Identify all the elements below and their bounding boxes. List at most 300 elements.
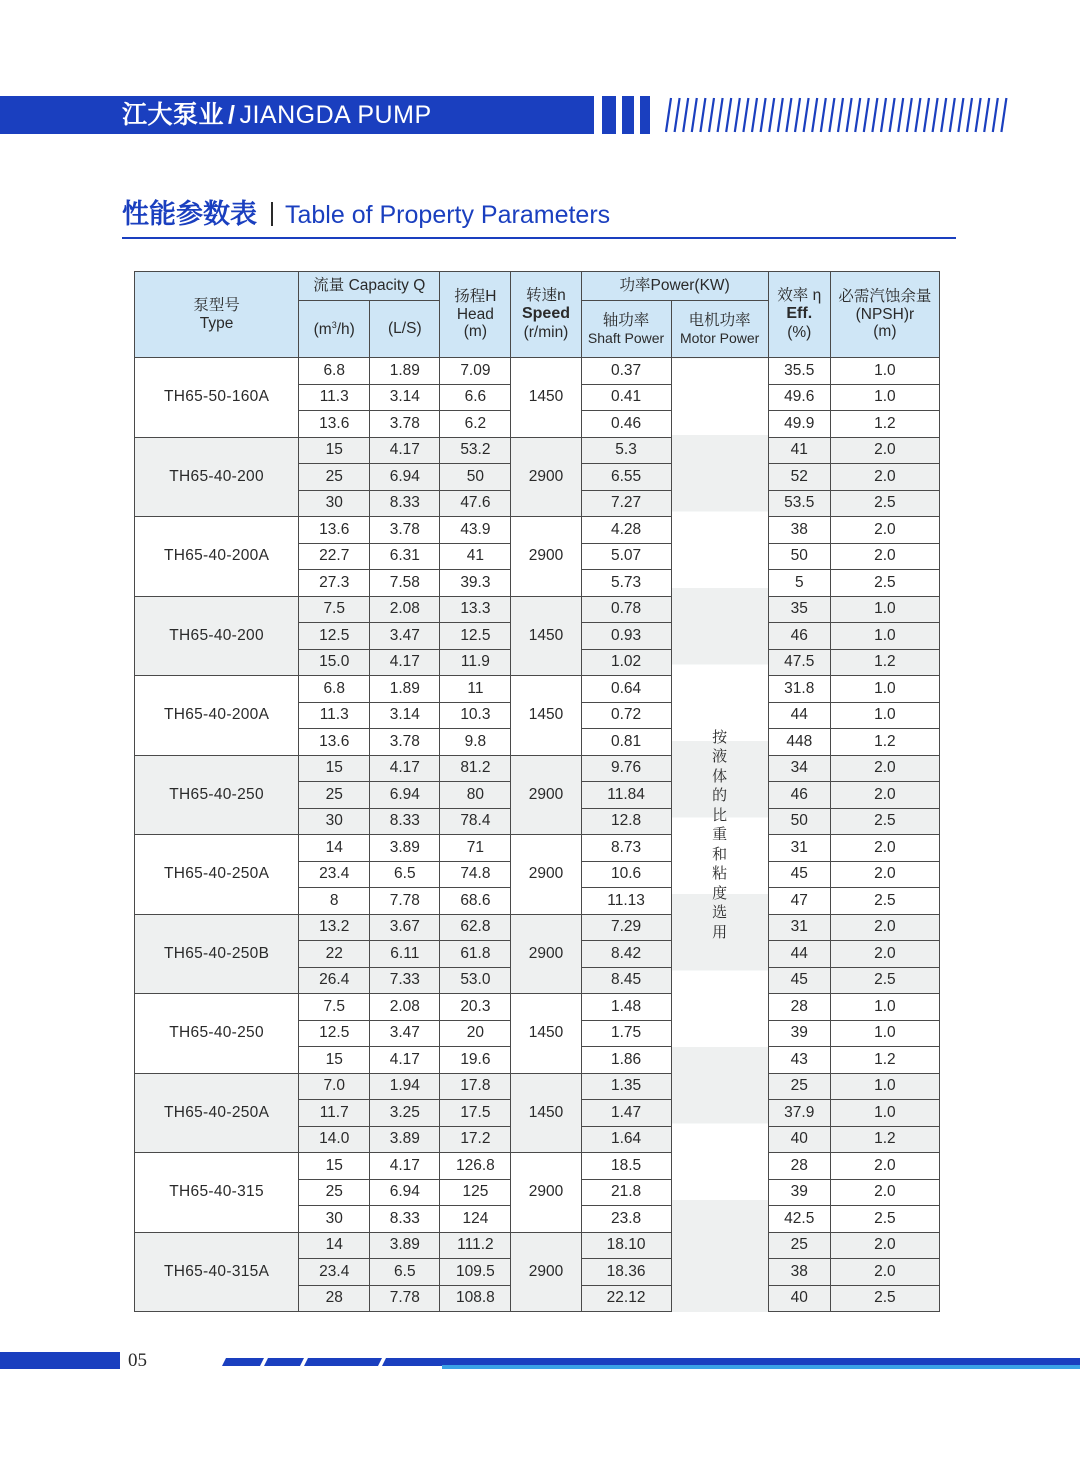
- table-row: [135, 517, 940, 544]
- capacity-m3h-cell: 15.0: [299, 649, 370, 676]
- capacity-ls-cell: 8.33: [370, 808, 440, 835]
- capacity-m3h-cell: 11.3: [299, 384, 370, 411]
- capacity-ls-cell: 3.47: [370, 1020, 440, 1047]
- capacity-ls-cell: 4.17: [370, 437, 440, 464]
- motor-power-note-cell: [671, 358, 768, 1312]
- head-cell: 109.5: [440, 1259, 511, 1286]
- stripe-line: [812, 98, 817, 132]
- capacity-m3h-cell: 30: [299, 1206, 370, 1233]
- npsh-cell: 2.0: [830, 941, 939, 968]
- model-cell: TH65-40-200: [135, 437, 299, 517]
- shaft-power-cell: 18.5: [581, 1153, 671, 1180]
- stripe-line: [958, 98, 963, 132]
- capacity-ls-cell: 6.94: [370, 782, 440, 809]
- stripe-line: [872, 98, 877, 132]
- property-table: [134, 271, 940, 1312]
- capacity-ls-cell: 3.14: [370, 702, 440, 729]
- npsh-cell: 2.5: [830, 1206, 939, 1233]
- head-cell: 43.9: [440, 517, 511, 544]
- header-m3h-post: /h): [336, 320, 355, 338]
- header-m3h-sup: 3: [331, 319, 337, 330]
- header-shaft-en: Shaft Power: [587, 329, 665, 346]
- stripe-line: [752, 98, 757, 132]
- capacity-m3h-cell: 30: [299, 808, 370, 835]
- shaft-power-cell: 4.28: [581, 517, 671, 544]
- npsh-cell: 1.0: [830, 384, 939, 411]
- header-eff-zh: 效率 η: [777, 287, 822, 305]
- stripe-line: [675, 98, 680, 132]
- shaft-power-cell: 11.13: [581, 888, 671, 915]
- stripe-line: [735, 98, 740, 132]
- header-head: [440, 272, 511, 358]
- header-head-en: Head: [456, 305, 494, 323]
- capacity-m3h-cell: 15: [299, 1153, 370, 1180]
- table-row: [135, 994, 940, 1021]
- head-cell: 17.5: [440, 1100, 511, 1127]
- capacity-ls-cell: 3.89: [370, 835, 440, 862]
- capacity-ls-cell: 4.17: [370, 1153, 440, 1180]
- head-cell: 41: [440, 543, 511, 570]
- table-body: [135, 358, 940, 1312]
- capacity-ls-cell: 3.67: [370, 914, 440, 941]
- header-npsh-unit: (m): [873, 323, 897, 341]
- footer-bar: [0, 1352, 120, 1369]
- stripe-line: [821, 98, 826, 132]
- stripe-line: [761, 98, 766, 132]
- npsh-cell: 1.0: [830, 623, 939, 650]
- shaft-power-cell: 7.29: [581, 914, 671, 941]
- shaft-power-cell: 0.46: [581, 411, 671, 438]
- capacity-m3h-cell: 15: [299, 437, 370, 464]
- speed-cell: 2900: [511, 517, 581, 597]
- stripe-line: [864, 98, 869, 132]
- head-cell: 53.0: [440, 967, 511, 994]
- capacity-ls-cell: 7.33: [370, 967, 440, 994]
- npsh-cell: 2.5: [830, 490, 939, 517]
- stripe-line: [924, 98, 929, 132]
- head-cell: 108.8: [440, 1285, 511, 1312]
- capacity-ls-cell: 6.94: [370, 464, 440, 491]
- npsh-cell: 1.0: [830, 596, 939, 623]
- header-stripes: [664, 96, 1008, 134]
- capacity-ls-cell: 4.17: [370, 1047, 440, 1074]
- shaft-power-cell: 0.93: [581, 623, 671, 650]
- efficiency-cell: 53.5: [768, 490, 830, 517]
- capacity-m3h-cell: 22.7: [299, 543, 370, 570]
- footer-decoration: [222, 1356, 1080, 1370]
- head-cell: 17.2: [440, 1126, 511, 1153]
- head-cell: 20.3: [440, 994, 511, 1021]
- brand-slash: /: [228, 101, 236, 129]
- capacity-ls-cell: 2.08: [370, 596, 440, 623]
- npsh-cell: 2.5: [830, 808, 939, 835]
- header-speed-unit: (r/min): [523, 323, 569, 341]
- shaft-power-cell: 23.8: [581, 1206, 671, 1233]
- capacity-m3h-cell: 26.4: [299, 967, 370, 994]
- head-cell: 6.2: [440, 411, 511, 438]
- capacity-ls-cell: 6.5: [370, 861, 440, 888]
- shaft-power-cell: 21.8: [581, 1179, 671, 1206]
- efficiency-cell: 47: [768, 888, 830, 915]
- capacity-ls-cell: 7.58: [370, 570, 440, 597]
- head-cell: 62.8: [440, 914, 511, 941]
- efficiency-cell: 40: [768, 1126, 830, 1153]
- capacity-m3h-cell: 15: [299, 755, 370, 782]
- stripe-line: [855, 98, 860, 132]
- npsh-cell: 2.5: [830, 888, 939, 915]
- shaft-power-cell: 0.78: [581, 596, 671, 623]
- shaft-power-cell: 8.73: [581, 835, 671, 862]
- capacity-m3h-cell: 25: [299, 1179, 370, 1206]
- capacity-m3h-cell: 12.5: [299, 623, 370, 650]
- efficiency-cell: 45: [768, 967, 830, 994]
- capacity-m3h-cell: 14: [299, 835, 370, 862]
- npsh-cell: 1.0: [830, 702, 939, 729]
- capacity-ls-cell: 4.17: [370, 755, 440, 782]
- shaft-power-cell: 10.6: [581, 861, 671, 888]
- efficiency-cell: 43: [768, 1047, 830, 1074]
- stripe-line: [950, 98, 955, 132]
- efficiency-cell: 38: [768, 517, 830, 544]
- npsh-cell: 2.0: [830, 1153, 939, 1180]
- stripe-line: [718, 98, 723, 132]
- head-cell: 124: [440, 1206, 511, 1233]
- shaft-power-cell: 0.41: [581, 384, 671, 411]
- stripe-line: [786, 98, 791, 132]
- stripe-line: [683, 98, 688, 132]
- npsh-cell: 2.0: [830, 464, 939, 491]
- table-row: [135, 1232, 940, 1259]
- capacity-ls-cell: 4.17: [370, 649, 440, 676]
- capacity-m3h-cell: 14.0: [299, 1126, 370, 1153]
- head-cell: 20: [440, 1020, 511, 1047]
- efficiency-cell: 34: [768, 755, 830, 782]
- npsh-cell: 1.2: [830, 1126, 939, 1153]
- header-bar-3: [640, 96, 650, 134]
- shaft-power-cell: 0.72: [581, 702, 671, 729]
- npsh-cell: 1.0: [830, 994, 939, 1021]
- speed-cell: 1450: [511, 596, 581, 676]
- shaft-power-cell: 12.8: [581, 808, 671, 835]
- capacity-m3h-cell: 11.7: [299, 1100, 370, 1127]
- header-bar-2: [622, 96, 634, 134]
- capacity-ls-cell: 7.78: [370, 1285, 440, 1312]
- capacity-ls-cell: 3.89: [370, 1232, 440, 1259]
- header-shaft-power: [581, 301, 671, 358]
- stripe-line: [700, 98, 705, 132]
- capacity-ls-cell: 6.94: [370, 1179, 440, 1206]
- shaft-power-cell: 7.27: [581, 490, 671, 517]
- efficiency-cell: 52: [768, 464, 830, 491]
- capacity-m3h-cell: 13.6: [299, 411, 370, 438]
- model-cell: TH65-40-250: [135, 755, 299, 835]
- head-cell: 12.5: [440, 623, 511, 650]
- capacity-ls-cell: 3.78: [370, 729, 440, 756]
- speed-cell: 2900: [511, 1153, 581, 1233]
- stripe-line: [881, 98, 886, 132]
- capacity-m3h-cell: 12.5: [299, 1020, 370, 1047]
- table-row: [135, 358, 940, 385]
- stripe-line: [709, 98, 714, 132]
- efficiency-cell: 38: [768, 1259, 830, 1286]
- head-cell: 50: [440, 464, 511, 491]
- head-cell: 17.8: [440, 1073, 511, 1100]
- shaft-power-cell: 6.55: [581, 464, 671, 491]
- efficiency-cell: 31.8: [768, 676, 830, 703]
- header-m3h-pre: (m: [313, 320, 332, 338]
- speed-cell: 2900: [511, 1232, 581, 1312]
- table-row: [135, 437, 940, 464]
- efficiency-cell: 46: [768, 623, 830, 650]
- shaft-power-cell: 11.84: [581, 782, 671, 809]
- npsh-cell: 2.0: [830, 437, 939, 464]
- head-cell: 6.6: [440, 384, 511, 411]
- stripe-line: [993, 98, 998, 132]
- stripe-line: [907, 98, 912, 132]
- capacity-ls-cell: 8.33: [370, 1206, 440, 1233]
- header-bar-1: [602, 96, 616, 134]
- efficiency-cell: 5: [768, 570, 830, 597]
- capacity-ls-cell: 6.5: [370, 1259, 440, 1286]
- head-cell: 68.6: [440, 888, 511, 915]
- npsh-cell: 1.0: [830, 1020, 939, 1047]
- npsh-cell: 2.0: [830, 861, 939, 888]
- efficiency-cell: 39: [768, 1179, 830, 1206]
- efficiency-cell: 25: [768, 1073, 830, 1100]
- efficiency-cell: 44: [768, 702, 830, 729]
- capacity-ls-cell: 7.78: [370, 888, 440, 915]
- stripe-line: [1001, 98, 1006, 132]
- stripe-line: [769, 98, 774, 132]
- head-cell: 13.3: [440, 596, 511, 623]
- capacity-m3h-cell: 7.0: [299, 1073, 370, 1100]
- header-power: 功率Power(KW): [581, 272, 768, 301]
- speed-cell: 1450: [511, 676, 581, 756]
- shaft-power-cell: 9.76: [581, 755, 671, 782]
- efficiency-cell: 46: [768, 782, 830, 809]
- npsh-cell: 2.0: [830, 517, 939, 544]
- npsh-cell: 2.0: [830, 782, 939, 809]
- header-capacity: 流量 Capacity Q: [299, 272, 440, 301]
- npsh-cell: 2.0: [830, 914, 939, 941]
- capacity-ls-cell: 2.08: [370, 994, 440, 1021]
- brand-title: [122, 98, 432, 132]
- table-row: [135, 1153, 940, 1180]
- table-row: [135, 755, 940, 782]
- stripe-line: [933, 98, 938, 132]
- header-motor-en: Motor Power: [679, 329, 760, 346]
- table-row: [135, 1073, 940, 1100]
- npsh-cell: 2.0: [830, 1179, 939, 1206]
- shaft-power-cell: 8.45: [581, 967, 671, 994]
- speed-cell: 2900: [511, 437, 581, 517]
- stripe-line: [778, 98, 783, 132]
- shaft-power-cell: 1.75: [581, 1020, 671, 1047]
- shaft-power-cell: 1.48: [581, 994, 671, 1021]
- table-row: [135, 914, 940, 941]
- npsh-cell: 1.0: [830, 1100, 939, 1127]
- npsh-cell: 1.2: [830, 1047, 939, 1074]
- head-cell: 19.6: [440, 1047, 511, 1074]
- shaft-power-cell: 18.10: [581, 1232, 671, 1259]
- stripe-line: [804, 98, 809, 132]
- model-cell: TH65-50-160A: [135, 358, 299, 438]
- capacity-ls-cell: 3.78: [370, 411, 440, 438]
- npsh-cell: 2.5: [830, 570, 939, 597]
- capacity-ls-cell: 6.31: [370, 543, 440, 570]
- model-cell: TH65-40-200A: [135, 676, 299, 756]
- stripe-line: [726, 98, 731, 132]
- head-cell: 81.2: [440, 755, 511, 782]
- header-npsh-en: (NPSH)r: [855, 305, 915, 323]
- header-ls: (L/S): [370, 301, 440, 358]
- efficiency-cell: 41: [768, 437, 830, 464]
- header-head-zh: 扬程H: [454, 287, 497, 305]
- stripe-line: [898, 98, 903, 132]
- head-cell: 74.8: [440, 861, 511, 888]
- capacity-m3h-cell: 27.3: [299, 570, 370, 597]
- stripe-line: [692, 98, 697, 132]
- page-number: 05: [128, 1350, 147, 1371]
- header-speed: [511, 272, 581, 358]
- table-row: [135, 676, 940, 703]
- efficiency-cell: 28: [768, 1153, 830, 1180]
- head-cell: 10.3: [440, 702, 511, 729]
- shaft-power-cell: 5.07: [581, 543, 671, 570]
- head-cell: 71: [440, 835, 511, 862]
- stripe-line: [941, 98, 946, 132]
- stripe-line: [967, 98, 972, 132]
- shaft-power-cell: 0.64: [581, 676, 671, 703]
- head-cell: 111.2: [440, 1232, 511, 1259]
- table-header: [135, 272, 940, 358]
- head-cell: 53.2: [440, 437, 511, 464]
- stripe-line: [890, 98, 895, 132]
- head-cell: 125: [440, 1179, 511, 1206]
- model-cell: TH65-40-200A: [135, 517, 299, 597]
- capacity-ls-cell: 1.89: [370, 358, 440, 385]
- model-cell: TH65-40-250A: [135, 1073, 299, 1153]
- capacity-ls-cell: 3.78: [370, 517, 440, 544]
- header-motor-power: [671, 301, 768, 358]
- efficiency-cell: 42.5: [768, 1206, 830, 1233]
- efficiency-cell: 44: [768, 941, 830, 968]
- model-cell: TH65-40-250A: [135, 835, 299, 915]
- shaft-power-cell: 1.02: [581, 649, 671, 676]
- table-row: [135, 835, 940, 862]
- stripe-line: [976, 98, 981, 132]
- header-speed-zh: 转速n: [526, 287, 566, 305]
- model-cell: TH65-40-315: [135, 1153, 299, 1233]
- npsh-cell: 2.0: [830, 1232, 939, 1259]
- efficiency-cell: 39: [768, 1020, 830, 1047]
- head-cell: 11: [440, 676, 511, 703]
- capacity-m3h-cell: 15: [299, 1047, 370, 1074]
- speed-cell: 2900: [511, 755, 581, 835]
- capacity-m3h-cell: 28: [299, 1285, 370, 1312]
- capacity-m3h-cell: 25: [299, 464, 370, 491]
- capacity-m3h-cell: 30: [299, 490, 370, 517]
- header-npsh: [830, 272, 939, 358]
- header-eff: [768, 272, 830, 358]
- capacity-m3h-cell: 23.4: [299, 861, 370, 888]
- capacity-ls-cell: 3.47: [370, 623, 440, 650]
- capacity-m3h-cell: 7.5: [299, 596, 370, 623]
- efficiency-cell: 40: [768, 1285, 830, 1312]
- model-cell: TH65-40-250: [135, 994, 299, 1074]
- shaft-power-cell: 18.36: [581, 1259, 671, 1286]
- capacity-m3h-cell: 8: [299, 888, 370, 915]
- header-head-unit: (m): [463, 323, 488, 341]
- title-separator: [271, 202, 273, 226]
- shaft-power-cell: 5.73: [581, 570, 671, 597]
- speed-cell: 1450: [511, 358, 581, 438]
- npsh-cell: 2.0: [830, 543, 939, 570]
- efficiency-cell: 448: [768, 729, 830, 756]
- model-cell: TH65-40-250B: [135, 914, 299, 994]
- efficiency-cell: 35: [768, 596, 830, 623]
- brand-name-zh: 江大泵业: [122, 101, 225, 129]
- capacity-m3h-cell: 13.6: [299, 517, 370, 544]
- shaft-power-cell: 1.64: [581, 1126, 671, 1153]
- head-cell: 39.3: [440, 570, 511, 597]
- speed-cell: 1450: [511, 994, 581, 1074]
- header-eff-unit: (%): [787, 323, 812, 341]
- shaft-power-cell: 22.12: [581, 1285, 671, 1312]
- header-eff-en: Eff.: [786, 305, 813, 323]
- efficiency-cell: 31: [768, 914, 830, 941]
- npsh-cell: 2.5: [830, 967, 939, 994]
- table-row: [135, 596, 940, 623]
- efficiency-cell: 49.9: [768, 411, 830, 438]
- header-motor-zh: 电机功率: [688, 312, 751, 330]
- capacity-m3h-cell: 13.6: [299, 729, 370, 756]
- header-npsh-zh: 必需汽蚀余量: [838, 287, 932, 305]
- capacity-m3h-cell: 6.8: [299, 676, 370, 703]
- efficiency-cell: 45: [768, 861, 830, 888]
- capacity-m3h-cell: 7.5: [299, 994, 370, 1021]
- stripe-line: [743, 98, 748, 132]
- capacity-m3h-cell: 13.2: [299, 914, 370, 941]
- capacity-ls-cell: 1.89: [370, 676, 440, 703]
- capacity-ls-cell: 3.25: [370, 1100, 440, 1127]
- brand-name-en: JIANGDA PUMP: [239, 101, 432, 129]
- efficiency-cell: 31: [768, 835, 830, 862]
- stripe-line: [795, 98, 800, 132]
- speed-cell: 2900: [511, 835, 581, 915]
- capacity-ls-cell: 8.33: [370, 490, 440, 517]
- header-speed-en: Speed: [521, 305, 570, 323]
- section-title-en: Table of Property Parameters: [285, 201, 611, 229]
- model-cell: TH65-40-200: [135, 596, 299, 676]
- stripe-line: [984, 98, 989, 132]
- header-type: [135, 272, 299, 358]
- capacity-m3h-cell: 22: [299, 941, 370, 968]
- head-cell: 78.4: [440, 808, 511, 835]
- npsh-cell: 2.0: [830, 755, 939, 782]
- shaft-power-cell: 1.35: [581, 1073, 671, 1100]
- model-cell: TH65-40-315A: [135, 1232, 299, 1312]
- stripe-line: [666, 98, 671, 132]
- efficiency-cell: 47.5: [768, 649, 830, 676]
- efficiency-cell: 35.5: [768, 358, 830, 385]
- npsh-cell: 2.0: [830, 1259, 939, 1286]
- npsh-cell: 1.0: [830, 676, 939, 703]
- head-cell: 11.9: [440, 649, 511, 676]
- stripe-line: [838, 98, 843, 132]
- efficiency-cell: 25: [768, 1232, 830, 1259]
- npsh-cell: 2.0: [830, 835, 939, 862]
